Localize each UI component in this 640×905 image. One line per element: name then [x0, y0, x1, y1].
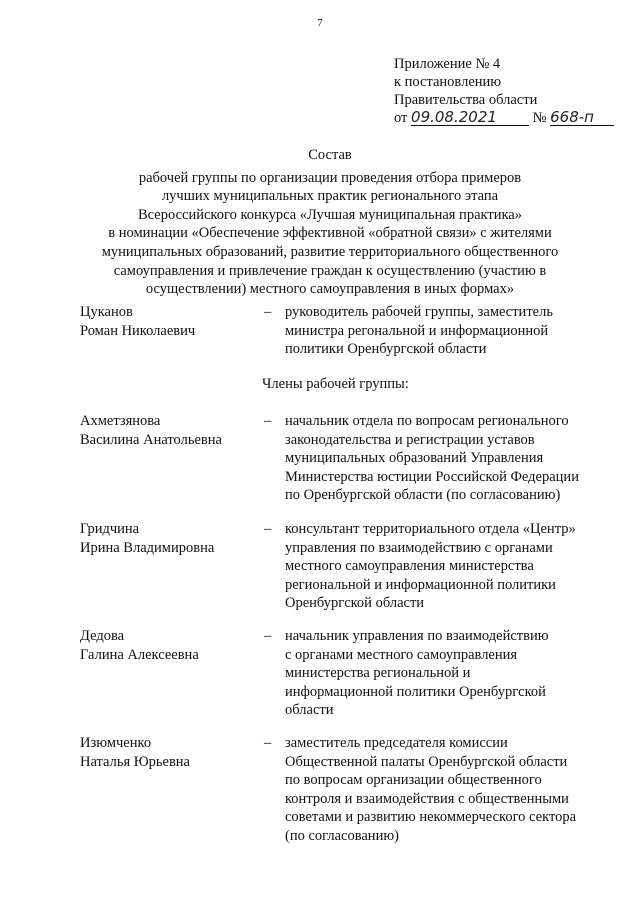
- surname: Дедова: [80, 628, 125, 644]
- document-title: [80, 146, 580, 299]
- dash-separator: –: [264, 521, 272, 537]
- member-entry: [80, 734, 610, 849]
- handwritten-number: 668-п: [550, 108, 594, 126]
- number-prefix: №: [532, 110, 547, 126]
- page-number: 7: [317, 17, 323, 29]
- member-name: [80, 412, 260, 449]
- role-line: заместитель председателя комиссии: [285, 735, 508, 751]
- member-role: [285, 734, 615, 846]
- role-line: руководитель рабочей группы, заместитель: [285, 304, 553, 320]
- member-name: [80, 303, 260, 340]
- member-role: [285, 627, 615, 720]
- date-field: [411, 110, 529, 126]
- role-line: региональной и информационной политики: [285, 576, 556, 593]
- role-line: Оренбургской области: [285, 595, 425, 612]
- role-line: министра регональной и информационной: [285, 322, 549, 339]
- role-line: местного самоуправления министерства: [285, 558, 534, 575]
- role-line: (по согласованию): [285, 827, 399, 844]
- role-line: Общественной палаты Оренбургской области: [285, 753, 568, 770]
- title-line: рабочей группы по организации проведения отбора примеров: [138, 169, 522, 186]
- dash-separator: –: [264, 304, 272, 320]
- member-name: [80, 627, 260, 664]
- title-line: муниципальных образований, развитие территориального общественного: [101, 243, 559, 260]
- member-role: [285, 520, 615, 613]
- role-line: начальник отдела по вопросам регионального: [285, 413, 569, 429]
- role-line: законодательства и регистрации уставов: [285, 431, 535, 448]
- member-entry: [80, 520, 610, 615]
- role-line: муниципальных образований Управления: [285, 450, 544, 467]
- surname: Гридчина: [80, 521, 140, 537]
- dash-separator: –: [264, 413, 272, 429]
- title-line: самоуправления и привлечение граждан к осуществлению (участию в: [113, 262, 547, 279]
- role-line: информационной политики Оренбургской: [285, 683, 546, 700]
- role-line: по вопросам организации общественного: [285, 772, 542, 789]
- title-heading: Состав: [308, 147, 352, 163]
- appendix-title: Приложение № 4: [394, 56, 501, 72]
- date-prefix: от: [394, 110, 408, 126]
- member-role: [285, 303, 615, 359]
- member-role: [285, 412, 615, 505]
- role-line: управления по взаимодействию с органами: [285, 539, 553, 556]
- role-line: Министерства юстиции Российской Федерации: [285, 468, 579, 485]
- role-line: консультант территориального отдела «Центр»: [285, 521, 576, 537]
- title-line: Всероссийского конкурса «Лучшая муниципальная практика»: [138, 206, 522, 223]
- role-line: министерства региональной и: [285, 665, 471, 682]
- member-entry: [80, 412, 610, 507]
- given-names: Ирина Владимировна: [80, 539, 215, 556]
- surname: Цуканов: [80, 304, 133, 320]
- member-name: [80, 520, 260, 557]
- appendix-reference: к постановлению: [394, 74, 502, 90]
- role-line: области: [285, 702, 334, 719]
- given-names: Наталья Юрьевна: [80, 753, 190, 770]
- role-line: контроля и взаимодействия с общественными: [285, 790, 569, 807]
- role-line: советами и развитию некоммерческого сектора: [285, 809, 577, 826]
- role-line: начальник управления по взаимодействию: [285, 628, 549, 644]
- dash-separator: –: [264, 628, 272, 644]
- handwritten-date: 09.08.2021: [411, 108, 497, 126]
- members-heading: Члены рабочей группы:: [262, 376, 409, 392]
- appendix-issuer: Правительства области: [394, 92, 538, 108]
- role-line: по Оренбургской области (по согласованию): [285, 487, 561, 504]
- appendix-date-number-line: [394, 109, 614, 127]
- title-line: в номинации «Обеспечение эффективной «обратной связи» с жителями: [108, 225, 552, 242]
- number-field: [550, 110, 614, 126]
- surname: Изюмченко: [80, 735, 152, 751]
- given-names: Галина Алексеевна: [80, 646, 199, 663]
- surname: Ахметзянова: [80, 413, 161, 429]
- given-names: Роман Николаевич: [80, 322, 196, 339]
- title-line: осуществлении) местного самоуправления в иных формах»: [145, 281, 515, 298]
- member-entry: [80, 627, 610, 722]
- role-line: с органами местного самоуправления: [285, 646, 518, 663]
- role-line: политики Оренбургской области: [285, 341, 487, 358]
- member-leader: [80, 303, 610, 363]
- title-line: лучших муниципальных практик регионального этапа: [161, 188, 499, 205]
- dash-separator: –: [264, 735, 272, 751]
- given-names: Василина Анатольевна: [80, 431, 222, 448]
- appendix-block: [394, 55, 614, 127]
- member-name: [80, 734, 260, 771]
